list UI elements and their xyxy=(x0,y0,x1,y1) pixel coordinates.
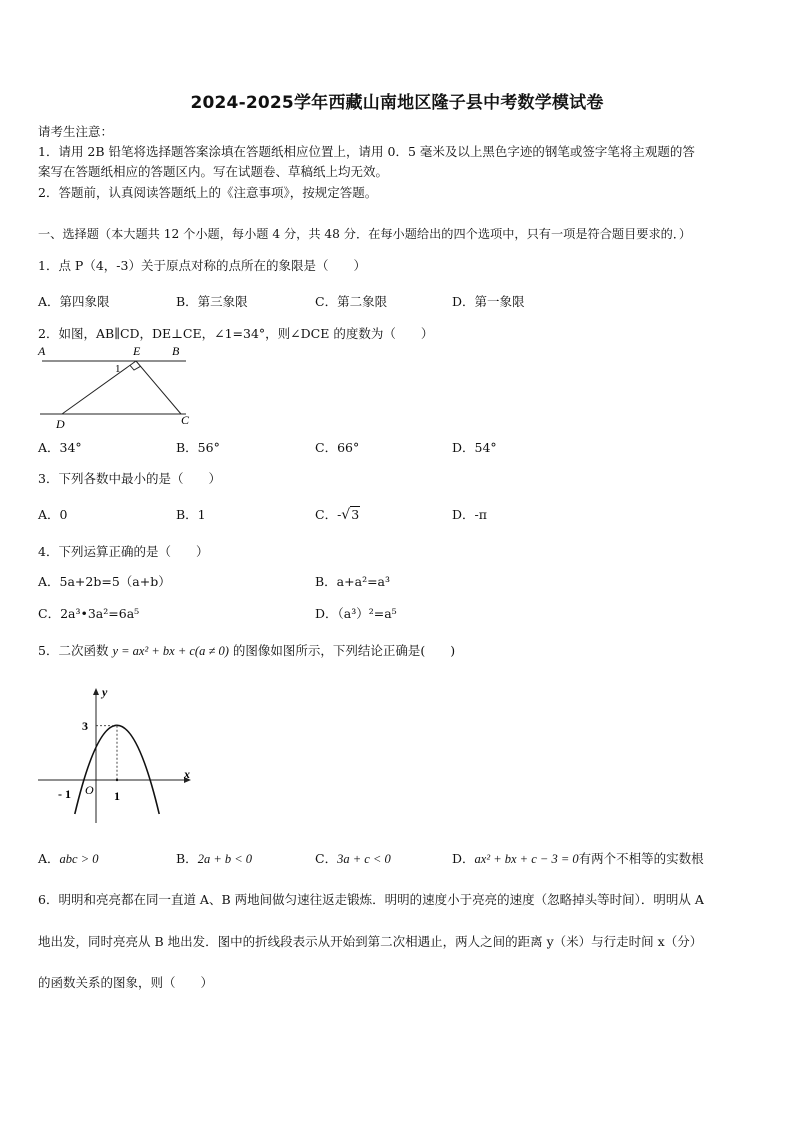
q5-stem-post: 的图像如图所示，下列结论正确是( ) xyxy=(228,643,456,658)
label-c: C xyxy=(181,413,190,427)
q3-option-c-label: C．- xyxy=(315,507,342,522)
question-1-stem: 1．点 P（4，-3）关于原点对称的点所在的象限是（ ） xyxy=(38,258,366,273)
segment-ec xyxy=(136,361,181,414)
q2-option-b: B．56° xyxy=(176,440,220,455)
q1-option-d: D．第一象限 xyxy=(452,294,525,309)
q5-option-b: B．2a + b < 0 xyxy=(176,851,253,866)
q2-option-d: D．54° xyxy=(452,440,497,455)
q3-option-d: D．-π xyxy=(452,507,487,522)
label-a: A xyxy=(38,344,46,358)
q3-option-b: B．1 xyxy=(176,507,206,522)
notice-line-1: 1．请用 2B 铅笔将选择题答案涂填在答题纸相应位置上，请用 0．5 毫米及以上黑色字迹的钢笔或签字笔将主观题的答 xyxy=(38,144,695,159)
q3-option-c xyxy=(315,505,360,523)
notice-line-2: 2．答题前，认真阅读答题纸上的《注意事项》，按规定答题。 xyxy=(38,185,378,200)
notice-line-1b: 案写在答题纸相应的答题区内。写在试题卷、草稿纸上均无效。 xyxy=(38,164,389,179)
question-2-stem: 2．如图，AB∥CD，DE⊥CE，∠1=34°，则∠DCE 的度数为（ ） xyxy=(38,326,434,341)
label-b: B xyxy=(172,344,180,358)
question-3-stem: 3．下列各数中最小的是（ ） xyxy=(38,471,221,486)
question-4-stem: 4．下列运算正确的是（ ） xyxy=(38,544,209,559)
q2-option-a: A．34° xyxy=(38,440,82,455)
question-6-line-3: 的函数关系的图象，则（ ） xyxy=(38,975,214,990)
page-title: 2024-2025学年西藏山南地区隆子县中考数学模试卷 xyxy=(190,93,604,113)
sqrt-value: 3 xyxy=(351,507,360,522)
q4-option-b: B．a+a²=a³ xyxy=(315,574,391,589)
tick-label-minus-1: - 1 xyxy=(58,787,71,801)
q3-option-a: A．0 xyxy=(38,507,68,522)
q5-option-d: D．ax² + bx + c − 3 = 0有两个不相等的实数根 xyxy=(452,851,704,866)
q4-option-d: D．（a³）²=a⁵ xyxy=(315,606,397,621)
question-5-stem xyxy=(38,641,455,659)
geometry-figure xyxy=(36,342,196,430)
parabola-graph xyxy=(36,683,196,828)
q5-option-a: A．abc > 0 xyxy=(38,851,99,866)
notice-heading: 请考生注意： xyxy=(38,124,114,139)
label-d: D xyxy=(56,417,65,430)
q2-option-c: C．66° xyxy=(315,440,360,455)
right-angle-mark xyxy=(130,365,141,370)
tick-label-3: 3 xyxy=(82,719,88,733)
question-6-line-2: 地出发，同时亮亮从 B 地出发．图中的折线段表示从开始到第二次相遇止，两人之间的距离 y（米）与行走时间 x（分） xyxy=(38,934,703,949)
q4-option-a: A．5a+2b=5（a+b） xyxy=(38,574,171,589)
q5-stem-formula: y = ax² + bx + c(a ≠ 0) xyxy=(112,644,229,658)
q4-option-c: C．2a³•3a²=6a⁵ xyxy=(38,606,140,621)
q1-option-c: C．第二象限 xyxy=(315,294,388,309)
q1-option-b: B．第三象限 xyxy=(176,294,248,309)
segment-de xyxy=(62,361,136,414)
y-axis-arrow-icon xyxy=(93,688,99,695)
q5-option-c: C．3a + c < 0 xyxy=(315,851,391,866)
q5-stem-pre: 5．二次函数 xyxy=(38,643,113,658)
sqrt-sign-icon: √ xyxy=(341,507,351,523)
q1-option-a: A．第四象限 xyxy=(38,294,110,309)
label-e: E xyxy=(133,344,141,358)
origin-label: O xyxy=(85,783,94,797)
x-axis-label: x xyxy=(184,767,190,781)
tick-label-1: 1 xyxy=(114,789,120,803)
section-heading: 一、选择题（本大题共 12 个小题，每小题 4 分，共 48 分．在每小题给出的四个选项中，只有一项是符合题目要求的．） xyxy=(38,227,692,241)
y-axis-label: y xyxy=(102,685,108,699)
label-angle-1: 1 xyxy=(115,363,121,375)
tick-1-dot xyxy=(116,779,118,781)
question-6-line-1: 6．明明和亮亮都在同一直道 A、B 两地间做匀速往返走锻炼．明明的速度小于亮亮的速度（忽略掉头等时间）．明明从 A xyxy=(38,892,704,907)
